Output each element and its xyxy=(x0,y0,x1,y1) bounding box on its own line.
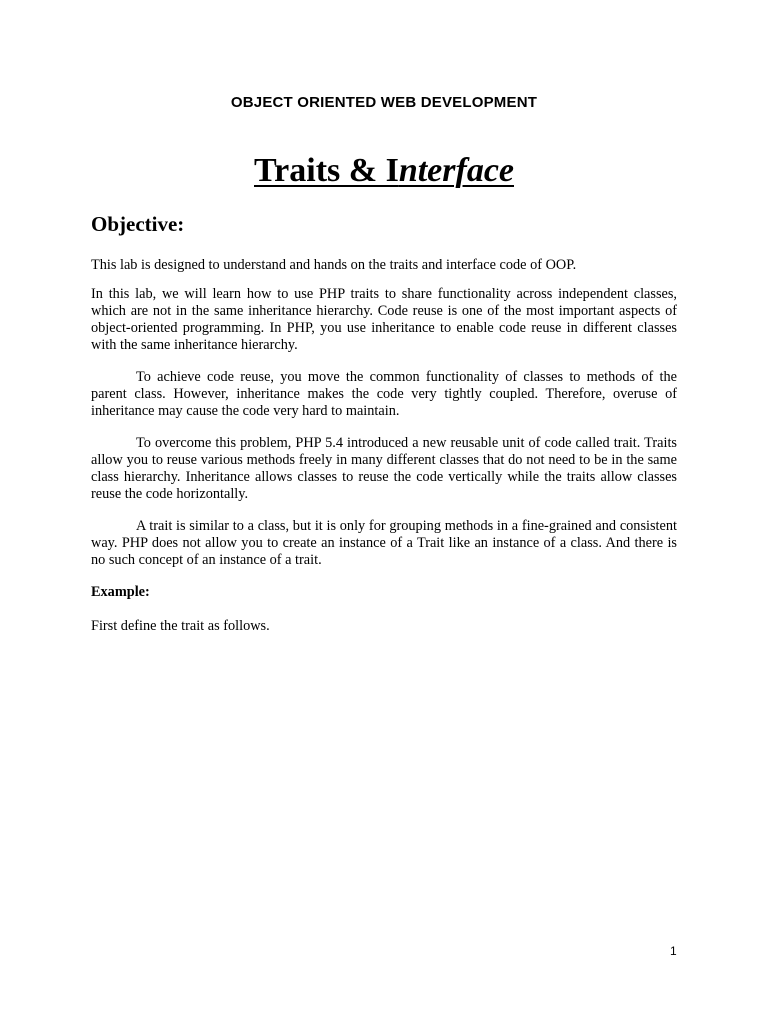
paragraph-trait-definition: A trait is similar to a class, but it is only for grouping methods in a fine-grained and consistent way. PHP does not allow you to create an instance of a Trait like an instance of a class. And there is no such concept of an instance of a trait. xyxy=(91,518,677,568)
example-label: Example: xyxy=(91,584,150,600)
page-number: 1 xyxy=(670,944,677,958)
paragraph-code-reuse: To achieve code reuse, you move the common functionality of classes to methods of the parent class. However, inheritance makes the code very tightly coupled. Therefore, overuse of inheritance may cause the code very hard to maintain. xyxy=(91,369,677,419)
course-title: OBJECT ORIENTED WEB DEVELOPMENT xyxy=(230,94,538,111)
page-title xyxy=(0,151,768,191)
example-intro: First define the trait as follows. xyxy=(91,618,270,634)
objective-heading: Objective: xyxy=(91,212,185,236)
paragraph-php54: To overcome this problem, PHP 5.4 introduced a new reusable unit of code called trait. Traits allow you to reuse various methods freely in many different classes that do not need to be in the same class hierarchy. Inheritance allows classes to reuse the code vertically while the traits allow classes reuse the code horizontally. xyxy=(91,435,677,502)
page-title-part1: Traits & I xyxy=(254,152,399,189)
paragraph-traits-overview: In this lab, we will learn how to use PHP traits to share functionality across independent classes, which are not in the same inheritance hierarchy. Code reuse is one of the most important aspects of object-oriented programming. In PHP, you use inheritance to enable code reuse in different classes with the same inheritance hierarchy. xyxy=(91,286,677,353)
page-title-text xyxy=(254,152,514,189)
page-title-part2: nterface xyxy=(398,152,514,189)
paragraph-intro: This lab is designed to understand and hands on the traits and interface code of OOP. xyxy=(91,257,577,273)
document-body xyxy=(91,257,677,650)
